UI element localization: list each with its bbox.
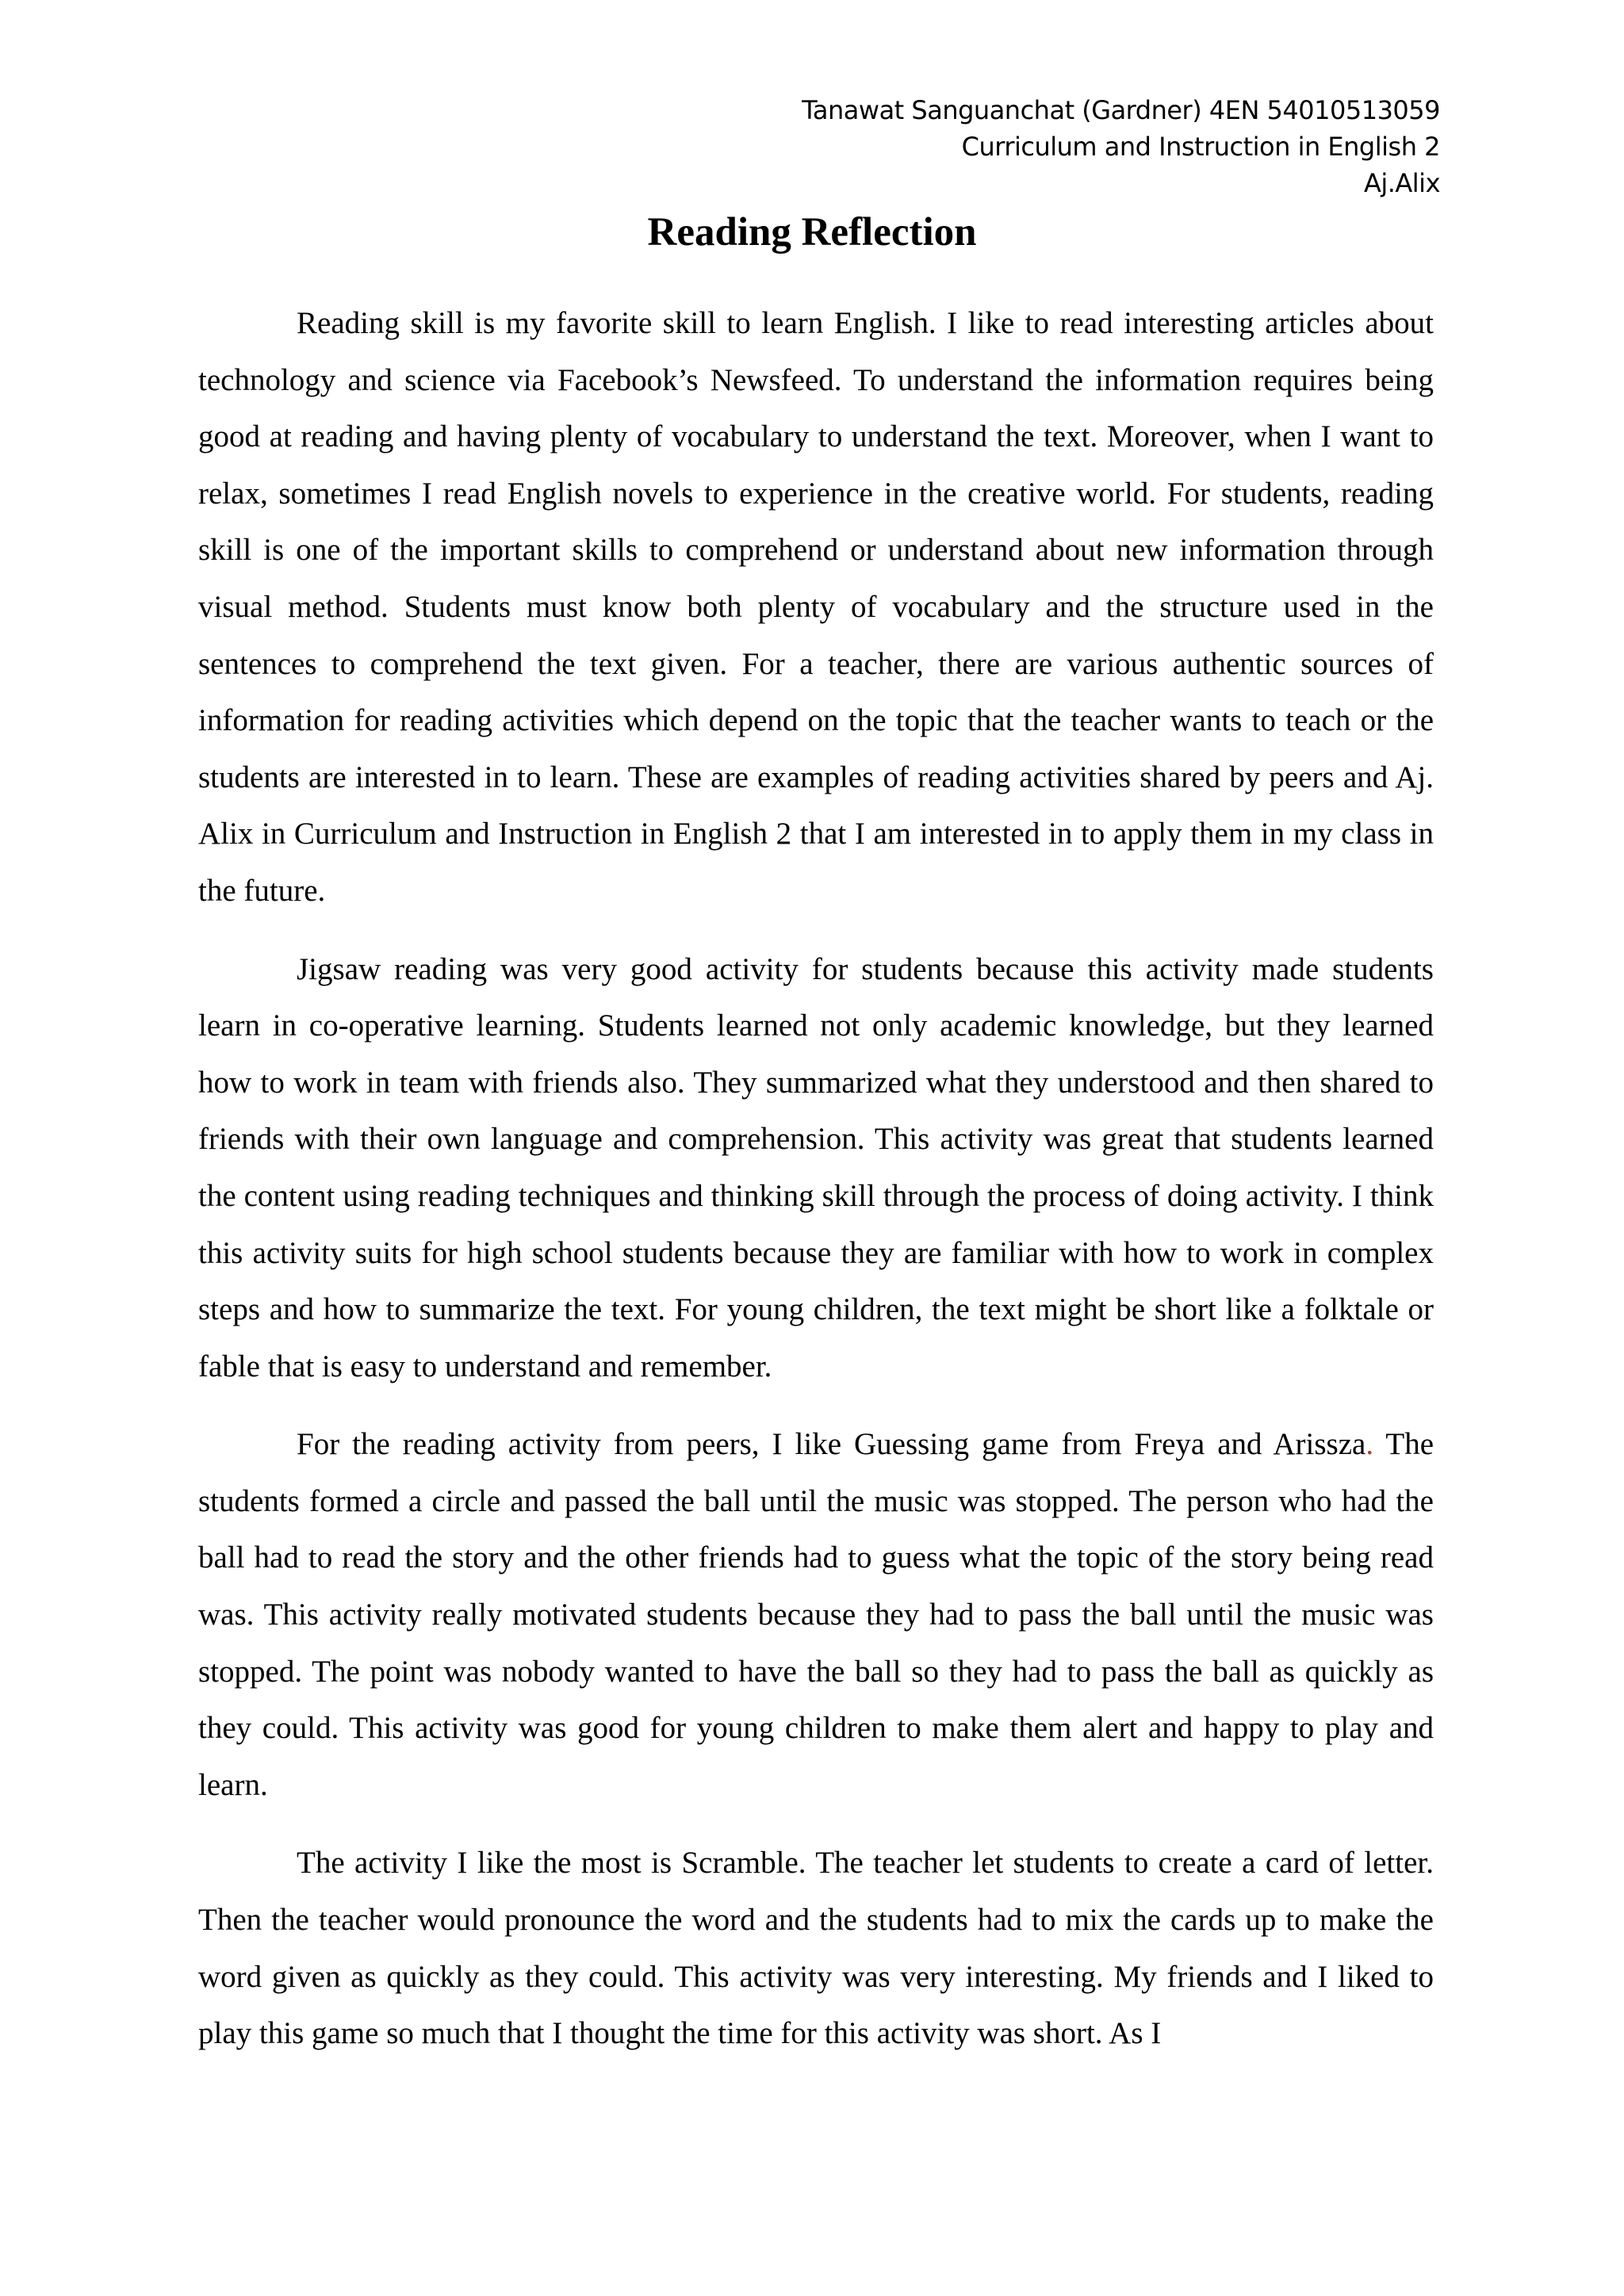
header-block (802, 92, 1440, 201)
paragraph-guessing-game-rest: The students formed a circle and passed the ball until the music was stopped. The person who had the ball had to read the story and the other friends had to guess what the topic of the story being read was. This activity really motivated students because they had to pass the ball until the music was stopped. The point was nobody wanted to have the ball so they had to pass the ball as quickly as they could. This activity was good for young children to make them alert and happy to play and learn. (198, 1427, 1434, 1802)
paragraph-scramble: The activity I like the most is Scramble. The teacher let students to create a card of letter. Then the teacher would pronounce the word and the students had to mix the cards up to make the word given as quickly as they could. This activity was very interesting. My friends and I liked to play this game so much that I thought the time for this activity was short. As I (198, 1846, 1434, 2051)
header-course-line: Curriculum and Instruction in English 2 (961, 132, 1440, 162)
header-instructor-line: Aj.Alix (1363, 168, 1440, 198)
paragraph-guessing-game-start: For the reading activity from peers, I like Guessing game from Freya and Arissza (297, 1427, 1366, 1462)
paragraph-guessing-game-period: . (1365, 1427, 1374, 1462)
page-title: Reading Reflection (647, 210, 977, 254)
paragraph-jigsaw: Jigsaw reading was very good activity for students because this activity made students learn in co-operative learning. Students learned not only academic knowledge, but they learned how to work in team with friends also. They summarized what they understood and then shared to friends with their own language and comprehension. This activity was great that students learned the content using reading techniques and thinking skill through the process of doing activity. I think this activity suits for high school students because they are familiar with how to work in complex steps and how to summarize the text. For young children, the text might be short like a folktale or fable that is easy to understand and remember. (198, 951, 1434, 1383)
paragraph-guessing-game (198, 1416, 1434, 1813)
header-author-line: Tanawat Sanguanchat (Gardner) 4EN 54010513059 (802, 95, 1440, 125)
paragraph-intro: Reading skill is my favorite skill to learn English. I like to read interesting articles about technology and science via Facebook’s Newsfeed. To understand the information requires being good at reading and having plenty of vocabulary to understand the text. Moreover, when I want to relax, sometimes I read English novels to experience in the creative world. For students, reading skill is one of the important skills to comprehend or understand about new information through visual method. Students must know both plenty of vocabulary and the structure used in the sentences to comprehend the text given. For a teacher, there are various authentic sources of information for reading activities which depend on the topic that the teacher wants to teach or the students are interested in to learn. These are examples of reading activities shared by peers and Aj. Alix in Curriculum and Instruction in English 2 that I am interested in to apply them in my class in the future. (198, 306, 1434, 908)
document-body (198, 295, 1434, 2084)
